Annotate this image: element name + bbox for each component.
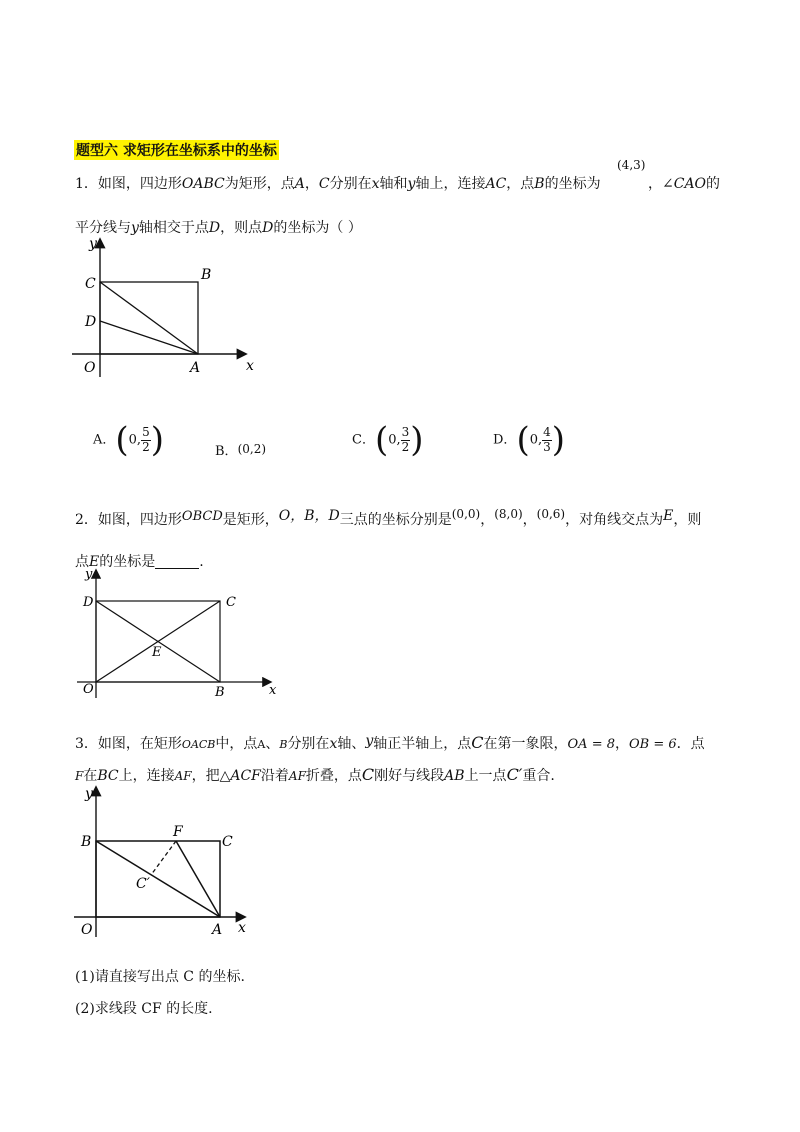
label-e: E xyxy=(152,645,162,660)
label-a: A xyxy=(190,360,201,376)
label-c-prime: C′ xyxy=(136,876,150,892)
q1-option-a[interactable]: A．(0, $\frac{5}{2}$ ) xyxy=(93,420,164,460)
label-a: A xyxy=(212,922,223,938)
q1-option-d[interactable]: D．(0, $\frac{4}{3}$ ) xyxy=(493,420,566,460)
q3-sub-2: (2)求线段 CF 的长度. xyxy=(75,1001,213,1017)
label-y: y xyxy=(85,786,93,802)
segment-ac xyxy=(100,282,198,354)
label-b: B xyxy=(81,834,92,850)
label-o: O xyxy=(83,682,94,697)
q3-line-1: 3．如图，在矩形OACB中，点A、B分别在x轴、y轴正半轴上，点C在第一象限，OA = 8，OB = 6．点 xyxy=(75,733,705,752)
q3-figure xyxy=(72,782,257,942)
label-c: C xyxy=(85,276,96,292)
label-c: C xyxy=(226,595,236,610)
q1-option-c[interactable]: C．(0, $\frac{3}{2}$ ) xyxy=(352,420,424,460)
q1-coord-b: (4,3) xyxy=(617,158,646,172)
q2-line-2: 点E的坐标是 . xyxy=(75,554,204,570)
q2-figure xyxy=(75,565,285,700)
label-d: D xyxy=(83,595,94,610)
q1-option-b[interactable]: B．(0,2) xyxy=(215,442,267,459)
label-b: B xyxy=(201,267,212,283)
segment-af xyxy=(176,841,220,917)
label-o: O xyxy=(81,922,93,938)
label-f: F xyxy=(173,824,183,840)
label-x: x xyxy=(246,358,254,374)
label-x: x xyxy=(269,683,277,698)
q3-sub-1: (1)请直接写出点 C 的坐标. xyxy=(75,969,245,985)
q1-line-2: 平分线与y轴相交于点D，则点D的坐标为（ ） xyxy=(75,220,362,236)
label-o: O xyxy=(84,360,96,376)
q1-line-1: 1．如图，四边形OABC为矩形，点A，C分别在x轴和y轴上，连接AC，点B的坐标为 xyxy=(75,176,601,192)
label-d: D xyxy=(85,314,97,330)
segment-ab xyxy=(96,841,220,917)
label-b: B xyxy=(215,685,225,700)
segment-ad xyxy=(100,321,198,354)
label-c: C xyxy=(222,834,233,850)
label-x: x xyxy=(238,920,246,936)
label-y: y xyxy=(85,567,93,582)
q1-figure xyxy=(70,232,270,382)
q3-line-2: F在BC上，连接AF，把△ACF沿着AF折叠，点C刚好与线段AB上一点C′重合. xyxy=(75,765,555,784)
label-y: y xyxy=(89,236,97,252)
segment-fc-prime xyxy=(151,841,176,875)
q2-line-1: 2．如图，四边形OBCD是矩形，O，B，D三点的坐标分别是(0,0)，(8,0)，(0,6)，对角线交点为E，则 xyxy=(75,507,702,528)
section-title: 题型六 求矩形在坐标系中的坐标 xyxy=(74,140,279,160)
q1-line-1-tail: ，∠CAO的 xyxy=(648,176,721,192)
